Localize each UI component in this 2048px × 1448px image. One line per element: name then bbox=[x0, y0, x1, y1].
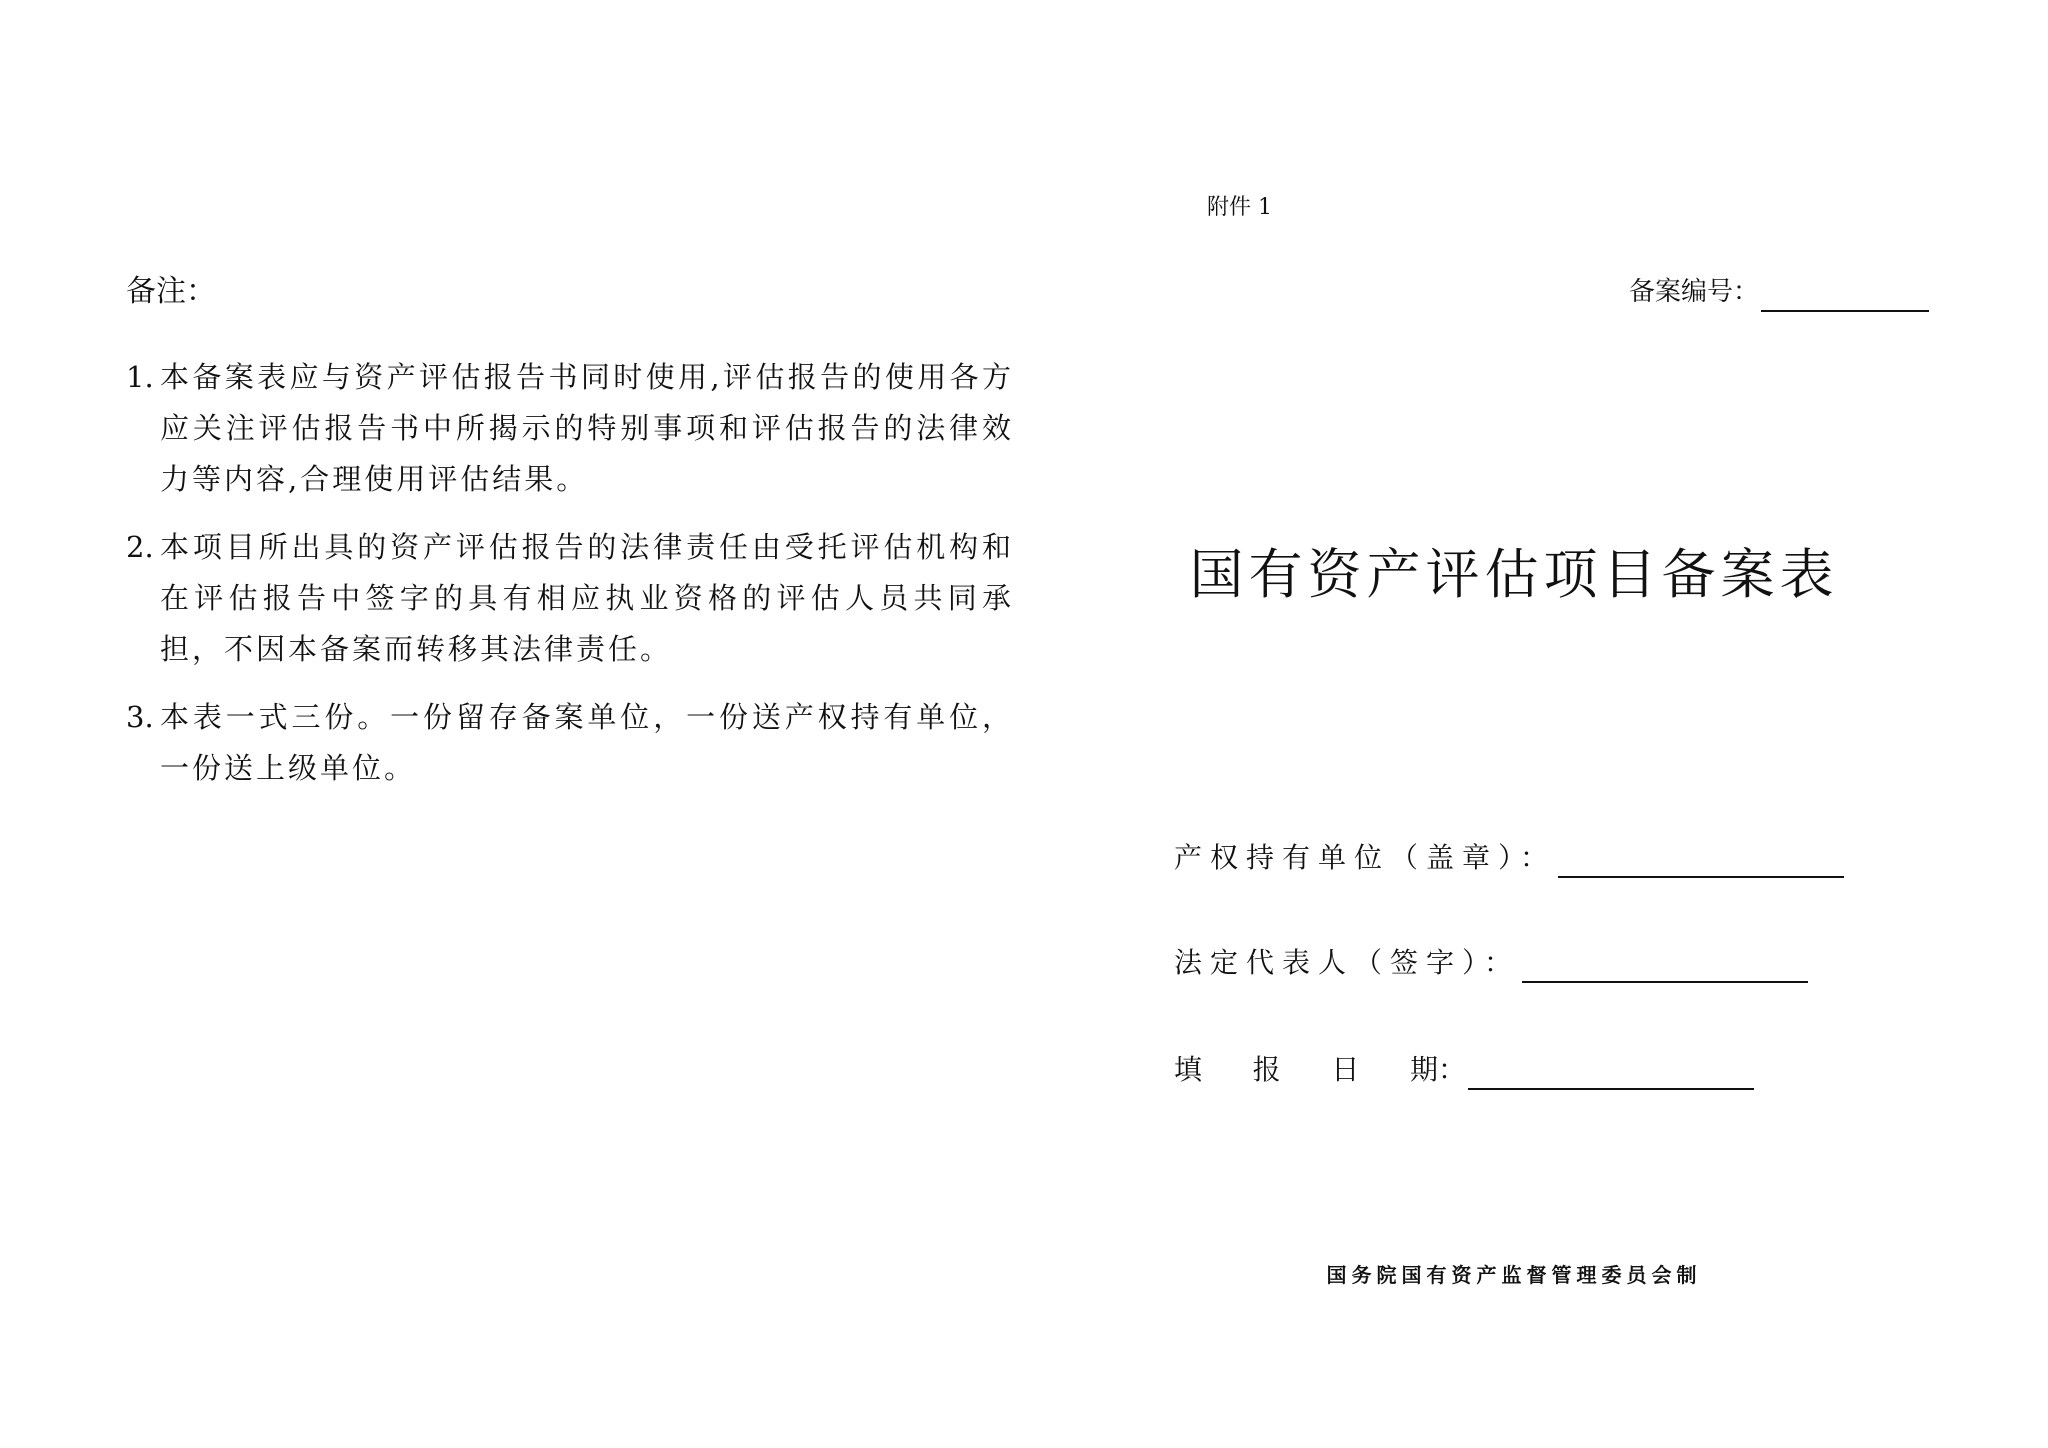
date-label bbox=[1174, 1050, 1438, 1090]
note-item bbox=[126, 692, 1014, 794]
note-number: 1. bbox=[126, 360, 154, 394]
owner-row bbox=[1174, 838, 1844, 878]
notes-list bbox=[126, 352, 1014, 811]
note-text: 本项目所出具的资产评估报告的法律责任由受托评估机构和在评估报告中签字的具有相应执业资格的评估人员共同承担，不因本备案而转移其法律责任。 bbox=[160, 530, 1014, 666]
filing-number-field[interactable] bbox=[1761, 282, 1929, 312]
date-label-char: 报 bbox=[1252, 1053, 1281, 1086]
issuer-line: 国务院国有资产监督管理委员会制 bbox=[1326, 1263, 1702, 1287]
note-item bbox=[126, 352, 1014, 505]
legal-rep-label: 法定代表人（签字）： bbox=[1174, 946, 1521, 979]
owner-label: 产权持有单位（盖章）： bbox=[1174, 841, 1557, 874]
note-text: 本备案表应与资产评估报告书同时使用,评估报告的使用各方应关注评估报告书中所揭示的特别事项和评估报告的法律效力等内容,合理使用评估结果。 bbox=[160, 360, 1014, 496]
note-text: 本表一式三份。一份留存备案单位，一份送产权持有单位，一份送上级单位。 bbox=[160, 700, 1014, 785]
date-label-char: 日 bbox=[1331, 1053, 1360, 1086]
date-label-char: 期 bbox=[1409, 1053, 1438, 1086]
legal-rep-row bbox=[1174, 943, 1808, 983]
cover-page bbox=[1024, 0, 2048, 1448]
date-label-char: 填 bbox=[1174, 1053, 1203, 1086]
date-field[interactable] bbox=[1468, 1058, 1754, 1090]
filing-number bbox=[1629, 272, 1929, 312]
note-number: 2. bbox=[126, 530, 154, 564]
form-title: 国有资产评估项目备案表 bbox=[1189, 543, 1839, 606]
note-item bbox=[126, 522, 1014, 675]
filing-number-label: 备案编号： bbox=[1629, 277, 1760, 307]
date-row bbox=[1174, 1050, 1754, 1090]
notes-heading: 备注： bbox=[126, 274, 216, 309]
owner-field[interactable] bbox=[1558, 846, 1844, 878]
note-number: 3. bbox=[126, 700, 154, 734]
legal-rep-field[interactable] bbox=[1522, 951, 1808, 983]
attachment-label: 附件 1 bbox=[1207, 195, 1272, 220]
date-colon: ： bbox=[1438, 1053, 1467, 1086]
